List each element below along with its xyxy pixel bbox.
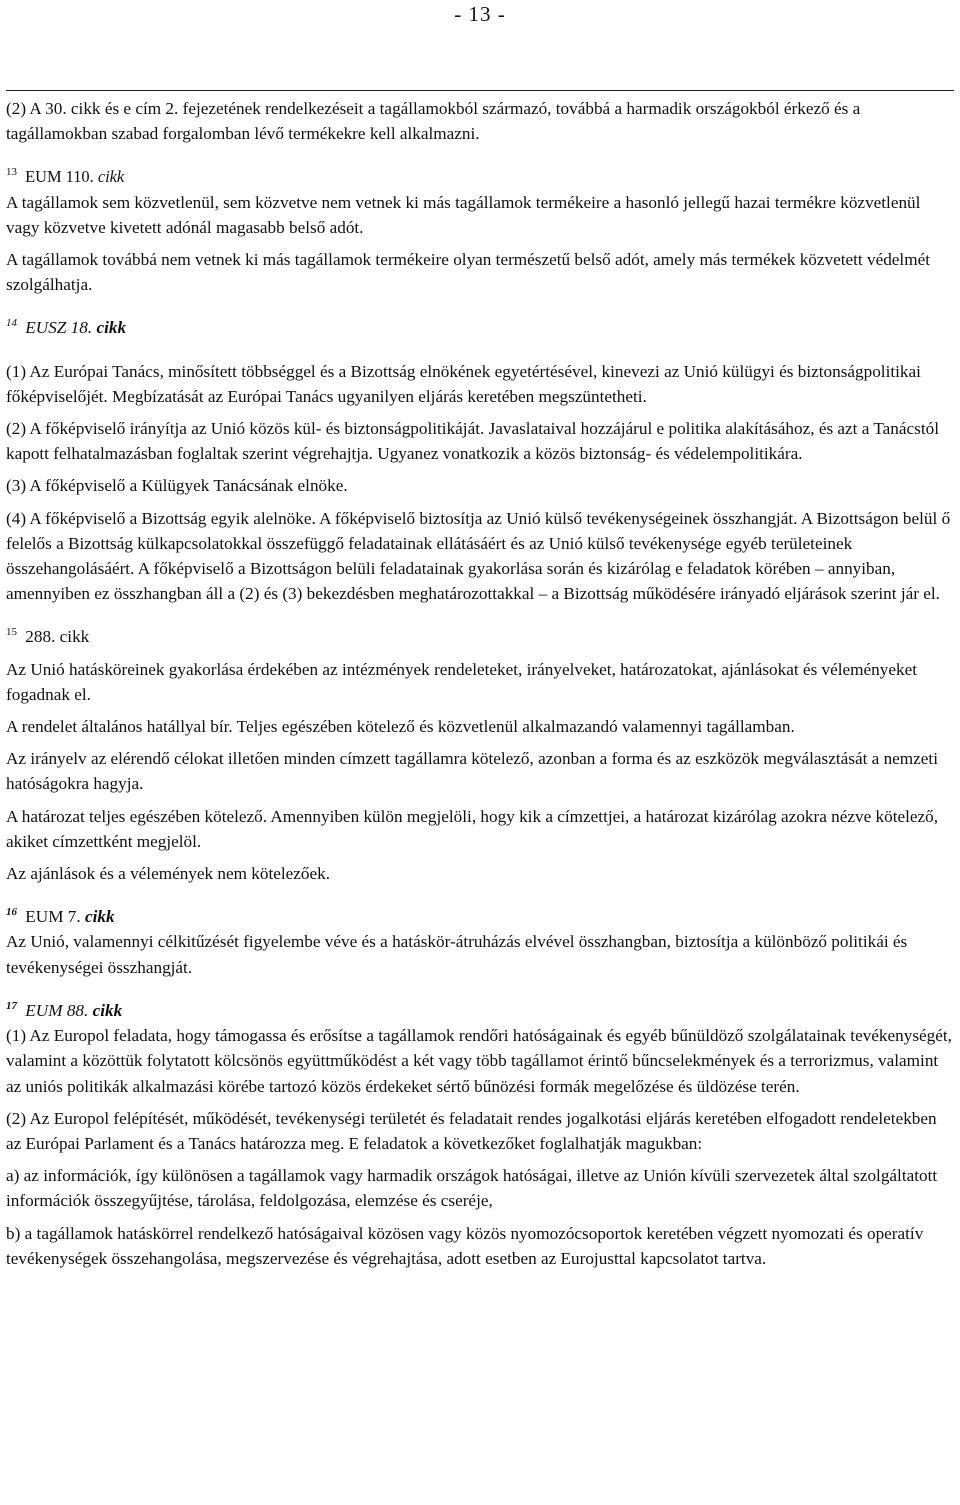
footnote-number: 13 <box>6 166 17 179</box>
paragraph: a) az információk, így különösen a tagállamok vagy harmadik országok hatóságai, illetve az Unión kívüli szervezetek által szolgáltatott információk összegyűjtése, tárolása, feldolgozása, elemzése és cseréje, <box>6 1166 938 1211</box>
article-word: cikk <box>59 627 90 647</box>
footnote-heading <box>6 315 952 340</box>
page-number: - 13 - <box>454 2 506 26</box>
article-reference: EUM 88. <box>25 1000 89 1020</box>
footnote-number: 15 <box>6 626 17 639</box>
paragraph: Az ajánlások és a vélemények nem kötelezőek. <box>6 864 331 884</box>
paragraph: b) a tagállamok hatáskörrel rendelkező hatóságaival közösen vagy közös nyomozócsoportok keretében végzett nyomozati és operatív tevékenységek összehangolása, megszervezése és végrehajtása, adott esetben az Eurojusttal kapcsolatot tartva. <box>6 1223 924 1268</box>
paragraph: A tagállamok sem közvetlenül, sem közvetve nem vetnek ki más tagállamok termékeire a hasonló jellegű hazai termékre közvetlenül vagy közvetve kivetett adónál magasabb belső adót. <box>6 192 921 237</box>
paragraph: (4) A főképviselő a Bizottság egyik alelnöke. A főképviselő biztosítja az Unió külső tevékenységeinek összhangját. A Bizottságon belül ő felelős a Bizottság külkapcsolatokkal összefüggő feladatainak ellátásáért és az Unió külső tevékenysége egyéb területeinek összehangolásáért. A főképviselő a Bizottságon belüli feladatainak gyakorlása során és kizárólag e feladatok körében – annyiban, amennyiben ez összhangban áll a (2) és (3) bekezdésben meghatározottakkal – a Bizottság működésére irányadó eljárások szerint jár el. <box>6 508 951 604</box>
paragraph: A tagállamok továbbá nem vetnek ki más tagállamok termékeire olyan természetű belső adót, amely más termékek közvetett védelmét szolgálhatja. <box>6 250 930 295</box>
paragraph: (2) A 30. cikk és e cím 2. fejezetének rendelkezéseit a tagállamokból származó, továbbá a harmadik országokból érkező és a tagállamokban szabad forgalomban lévő termékekre kell alkalmazni. <box>6 99 861 144</box>
paragraph: (2) A főképviselő irányítja az Unió közös kül- és biztonságpolitikáját. Javaslataival hozzájárul e politika alakításához, és azt a Tanácstól kapott felhatalmazásban foglaltak szerint végrehajtja. Ugyanez vonatkozik a közös biztonság- és védelempolitikára. <box>6 419 939 464</box>
paragraph: (2) Az Europol felépítését, működését, tevékenységi területét és feladatait rendes jogalkotási eljárás keretében elfogadott rendeletekben az Európai Parlament és a Tanács határozza meg. E feladatok a következőket foglalhatják magukban: <box>6 1108 937 1153</box>
article-word: cikk <box>97 167 125 187</box>
article-reference: EUM 110. <box>25 167 94 187</box>
article-reference: EUM 7. <box>25 907 81 927</box>
paragraph: (1) Az Europol feladata, hogy támogassa és erősítse a tagállamok rendőri hatóságainak és egyéb bűnüldöző szolgálatainak tevékenységét, valamint a közöttük folytatott kölcsönös együttműködést a két vagy több tagállamot érintő bűncselekmények és a terrorizmus, valamint az uniós politikák alkalmazási körébe tartozó közös érdekeket sértő bűnözési formák megelőzése és üldözése terén. <box>6 1026 952 1096</box>
article-reference: EUSZ 18. <box>25 318 93 338</box>
paragraph: A rendelet általános hatállyal bír. Teljes egészében kötelező és közvetlenül alkalmazandó valamennyi tagállamban. <box>6 717 795 737</box>
article-reference: 288. <box>25 627 56 647</box>
footnote-number: 16 <box>6 906 17 919</box>
footnote-heading <box>6 998 952 1023</box>
paragraph: (1) Az Európai Tanács, minősített többséggel és a Bizottság elnökének egyetértésével, kinevezi az Unió külügyi és biztonságpolitikai főképviselőjét. Megbízatását az Európai Tanács ugyanilyen eljárás keretében megszüntetheti. <box>6 361 921 406</box>
article-word: cikk <box>96 318 127 338</box>
paragraph: (3) A főképviselő a Külügyek Tanácsának elnöke. <box>6 476 348 496</box>
footnote-heading <box>6 624 952 649</box>
article-word: cikk <box>84 907 115 927</box>
article-word: cikk <box>92 1000 123 1020</box>
footnote-text <box>6 96 952 1271</box>
paragraph: A határozat teljes egészében kötelező. Amennyiben külön megjelöli, hogy kik a címzettjei, a határozat kizárólag azokra nézve kötelező, akiket címzettként megjelöl. <box>6 806 939 851</box>
footnote-separator <box>6 90 954 91</box>
paragraph: Az irányelv az elérendő célokat illetően minden címzett tagállamra kötelező, azonban a forma és az eszközök megválasztását a nemzeti hatóságokra hagyja. <box>6 749 938 794</box>
footnote-number: 17 <box>6 999 17 1012</box>
footnote-heading <box>6 164 952 189</box>
paragraph: Az Unió hatásköreinek gyakorlása érdekében az intézmények rendeleteket, irányelveket, határozatokat, ajánlásokat és véleményeket fogadnak el. <box>6 659 917 704</box>
paragraph: Az Unió, valamennyi célkitűzését figyelembe véve és a hatáskör-átruházás elvével összhangban, biztosítja a különböző politikái és tevékenységei összhangját. <box>6 932 908 977</box>
footnote-number: 14 <box>6 317 17 330</box>
footnote-heading <box>6 904 952 929</box>
